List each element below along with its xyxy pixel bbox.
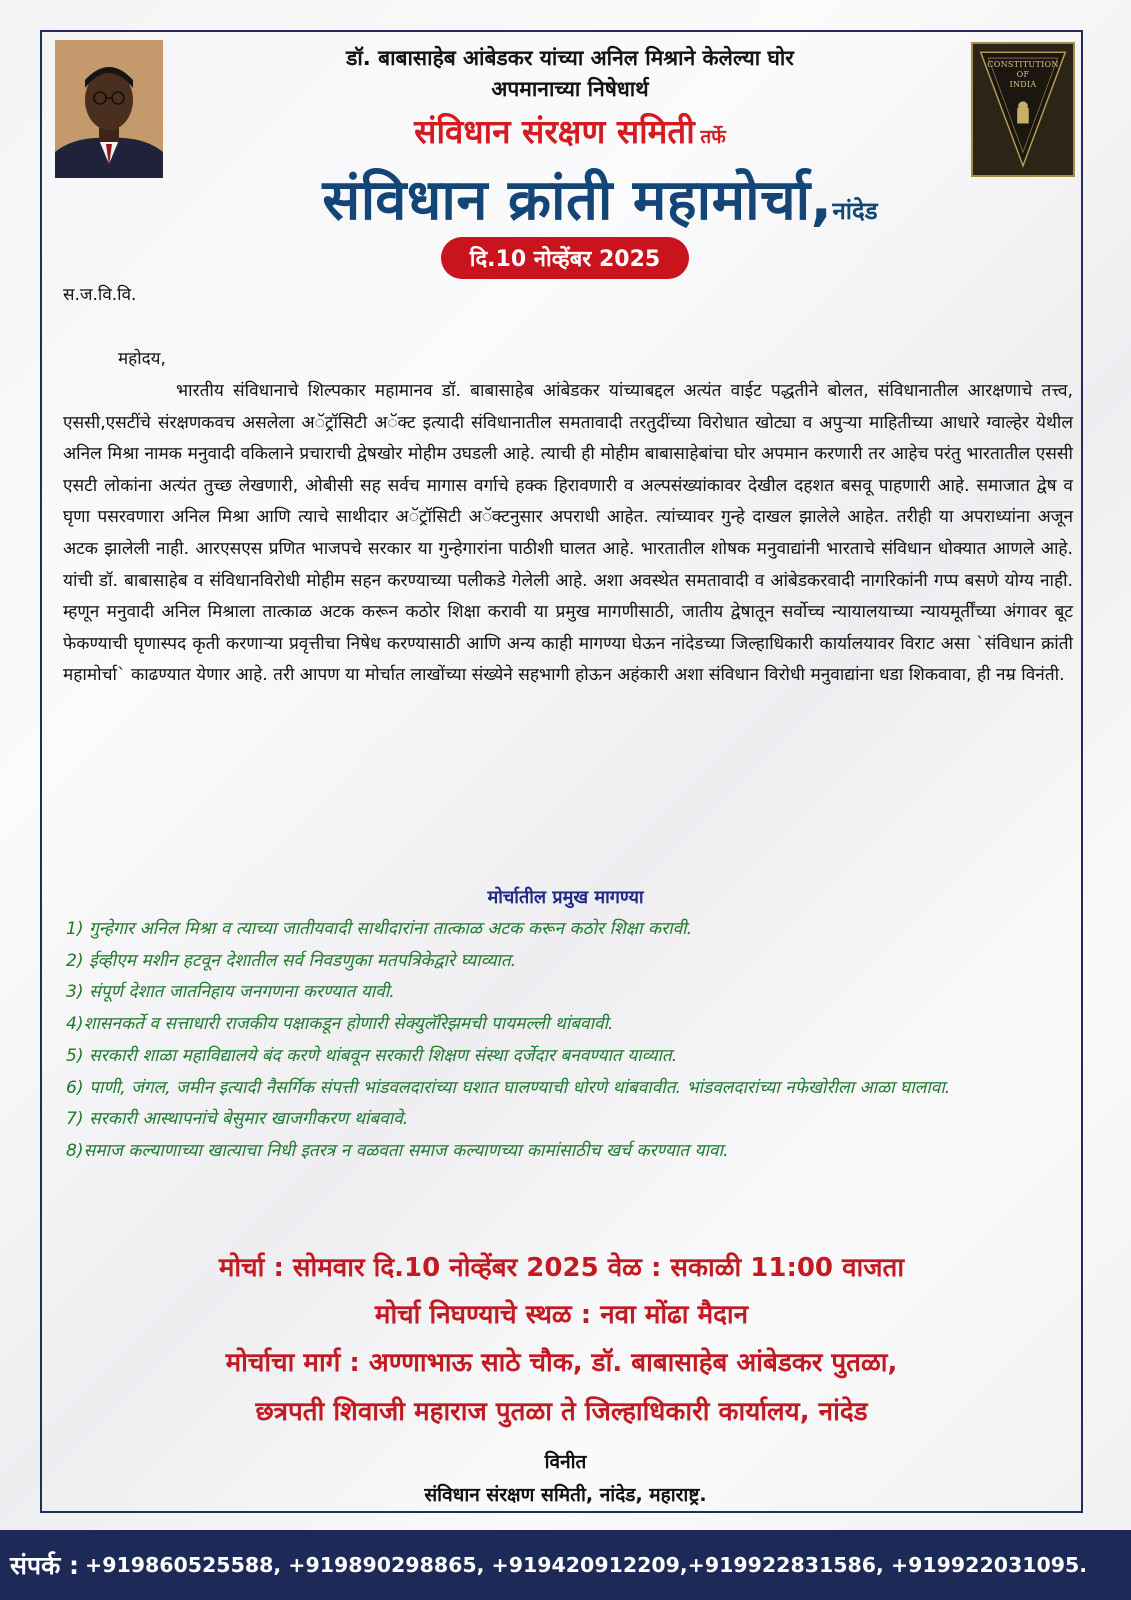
demand-item: 5) सरकारी शाळा महाविद्यालये बंद करणे थांबवून सरकारी शिक्षण संस्था दर्जेदार बनवण्यात याव्यात. — [66, 1045, 678, 1066]
demand-item: 2) ईव्हीएम मशीन हटवून देशातील सर्व निवडणुका मतपत्रिकेद्वारे घ्याव्यात. — [66, 950, 517, 971]
signature-org: संविधान संरक्षण समिती, नांदेड, महाराष्ट्र. — [424, 1484, 707, 1506]
letter-body: भारतीय संविधानाचे शिल्पकार महामानव डॉ. बाबासाहेब आंबेडकर यांच्याबद्दल अत्यंत वाईट पद्धतीने बोलत, संविधानातील आरक्षणाचे तत्त्व, एससी,एसटींचे संरक्षणकवच असलेला अॅट्रॉसिटी अॅक्ट इत्यादी संविधानातील समतावादी तरतुदींच्या विरोधात खोट्या व अपुऱ्या माहितीच्या आधारे ग्वाल्हेर येथील अनिल मिश्रा नामक मनुवादी वकिलाने प्रचाराची द्वेषखोर मोहीम उघडली आहे. त्याची ही मोहीम बाबासाहेबांचा घोर अपमान करणारी तर आहेच परंतु भारतातील एससी एसटी लोकांना अत्यंत तुच्छ लेखणारी, ओबीसी सह सर्वच मागास वर्गाचे हक्क हिरावणारी व अल्पसंख्यांकावर देखील दहशत बसवू पाहणारी आहे. समाजात द्वेष व घृणा पसरवणारा अनिल मिश्रा आणि त्याचे साथीदार अॅट्रॉसिटी अॅक्टनुसार अपराधी आहेत. त्यांच्यावर गुन्हे दाखल झालेले आहेत. तरीही या अपराध्यांना अजून अटक झालेली नाही. आरएसएस प्रणित भाजपचे सरकार या गुन्हेगारांना पाठीशी घालत आहे. भारतातील शोषक मनुवाद्यांनी भारताचे संविधान धोक्यात आणले आहे. यांची डॉ. बाबासाहेब व संविधानविरोधी मोहीम सहन करण्याच्या पलीकडे गेलेली आहे. अशा अवस्थेत समतावादी व आंबेडकरवादी नागरिकांनी गप्प बसणे योग्य नाही. म्हणून मनुवादी अनिल मिश्राला तात्काळ अटक करून कठोर शिक्षा करावी या प्रमुख मागणीसाठी, जातीय द्वेषातून सर्वोच्च न्यायालयाच्या न्यायमूर्तींच्या अंगावर बूट फेकण्याची घृणास्पद कृती करणाऱ्या प्रवृत्तीचा निषेध करण्यासाठी आणि अन्य काही मागण्या घेऊन नांदेडच्या जिल्हाधिकारी कार्यालयावर विराट असा `संविधान क्रांती महामोर्चा` काढण्यात येणार आहे. तरी आपण या मोर्चात लाखोंच्या संख्येने सहभागी होऊन अहंकारी अशा संविधान विरोधी मनुवाद्यांना धडा शिकवावा, ही नम्र विनंती. — [63, 381, 1073, 686]
contact-numbers: +919860525588, +919890298865, +919420912209,+919922831586, +919922031095. — [85, 1553, 1088, 1577]
march-venue: मोर्चा निघण्याचे स्थळ : नवा मोंढा मैदान — [374, 1300, 749, 1330]
demand-item: 6) पाणी, जंगल, जमीन इत्यादी नैसर्गिक संपत्ती भांडवलदारांच्या घशात घालण्याची धोरणे थांबवावीत. भांडवलदारांच्या नफेखोरीला आळा घालावा. — [66, 1077, 951, 1098]
header-line1: डॉ. बाबासाहेब आंबेडकर यांच्या अनिल मिश्राने केलेल्या घोर — [346, 46, 794, 70]
date-badge: दि.10 नोव्हेंबर 2025 — [441, 237, 689, 279]
header-line2: अपमानाच्या निषेधार्थ — [491, 77, 649, 101]
demand-item: 1) गुन्हेगार अनिल मिश्रा व त्याच्या जातीयवादी साथीदारांना तात्काळ अटक करून कठोर शिक्षा करावी. — [66, 919, 693, 939]
greeting: महोदय, — [118, 349, 166, 369]
samiti-tarfe: तर्फे — [700, 126, 726, 148]
samiti-heading — [190, 108, 950, 153]
march-route-line2: छत्रपती शिवाजी महाराज पुतळा ते जिल्हाधिकारी कार्यालय, नांदेड — [255, 1397, 868, 1427]
book-title-line1: CONSTITUTION — [987, 60, 1059, 69]
demand-item: 4)शासनकर्ते व सत्ताधारी राजकीय पक्षाकडून होणारी सेक्युलॅरिझमची पायमल्ली थांबवावी. — [66, 1014, 614, 1035]
demands-title: मोर्चातील प्रमुख मागण्या — [487, 887, 644, 908]
signature-vinit: विनीत — [544, 1451, 587, 1473]
ambedkar-portrait — [55, 40, 163, 178]
demand-item: 3) संपूर्ण देशात जातनिहाय जनगणना करण्यात यावी. — [66, 982, 395, 1003]
book-title-line3: INDIA — [1009, 80, 1037, 89]
samiti-name: संविधान संरक्षण समिती — [414, 112, 695, 151]
constitution-book — [971, 42, 1075, 177]
demand-item: 8)समाज कल्याणाच्या खात्याचा निधी इतरत्र न वळवता समाज कल्याणच्या कामांसाठीच खर्च करण्यात यावा. — [66, 1140, 729, 1161]
contact-label: संपर्क : — [10, 1551, 80, 1580]
march-route-line1: मोर्चाचा मार्ग : अण्णाभाऊ साठे चौक, डॉ. बाबासाहेब आंबेडकर पुतळा, — [225, 1348, 898, 1378]
main-title-text: संविधान क्रांती महामोर्चा, — [322, 168, 833, 233]
march-date-time: मोर्चा : सोमवार दि.10 नोव्हेंबर 2025 वेळ : सकाळी 11:00 वाजता — [218, 1253, 905, 1283]
main-title-city: नांदेड — [832, 197, 878, 225]
demand-item: 7) सरकारी आस्थापनांचे बेसुमार खाजगीकरण थांबवावे. — [66, 1109, 409, 1130]
demands-list — [66, 914, 1066, 1168]
portrait-icon — [55, 40, 163, 178]
main-title — [160, 160, 1040, 236]
book-title-line2: OF — [1016, 70, 1030, 79]
contact-bar — [0, 1530, 1131, 1600]
salutation: स.ज.वि.वि. — [63, 285, 137, 305]
